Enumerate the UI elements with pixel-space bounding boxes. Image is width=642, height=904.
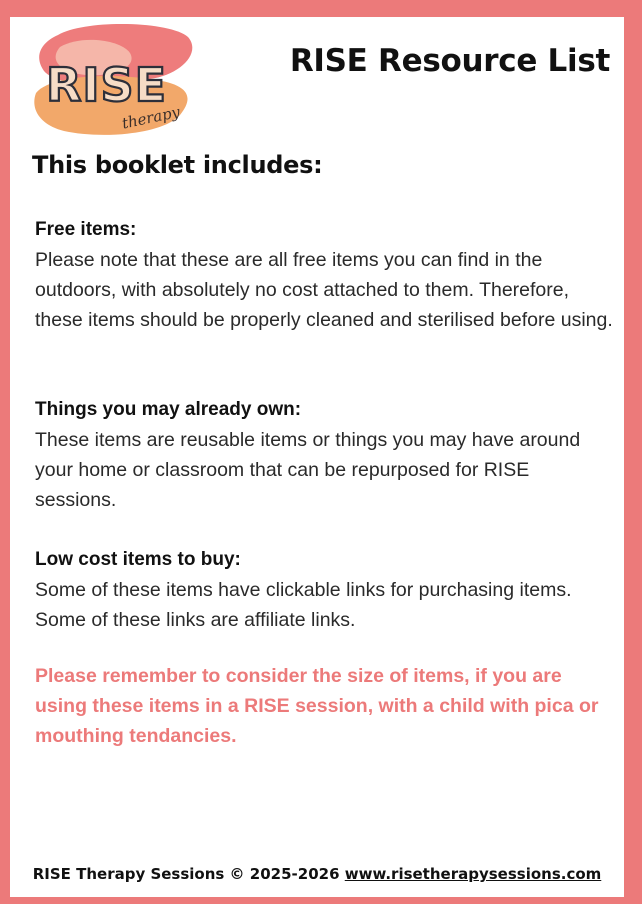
- footer-website-link[interactable]: www.risetherapysessions.com: [344, 865, 602, 883]
- section-low-cost-items: [35, 545, 615, 635]
- logo-wordmark: RISE: [46, 58, 168, 112]
- document-sheet: [10, 17, 624, 897]
- logo-script-text: therapy: [120, 102, 182, 133]
- intro-heading: This booklet includes:: [32, 151, 323, 179]
- section-heading: Low cost items to buy:: [35, 549, 241, 570]
- footer-copyright: RISE Therapy Sessions © 2025-2026: [32, 865, 340, 883]
- section-body: These items are reusable items or things you may have around your home or classroom that can be repurposed for RISE sessions.: [35, 429, 581, 511]
- section-body: Some of these items have clickable links for purchasing items. Some of these links are affiliate links.: [35, 579, 572, 631]
- section-things-you-own: [35, 395, 615, 515]
- rise-therapy-logo: [30, 23, 200, 139]
- page-title: RISE Resource List: [289, 43, 610, 79]
- section-free-items: [35, 215, 615, 335]
- safety-notice: Please remember to consider the size of items, if you are using these items in a RISE session, with a child with pica or mouthing tendancies.: [35, 665, 599, 747]
- footer: [10, 865, 624, 883]
- section-body: Please note that these are all free items you can find in the outdoors, with absolutely no cost attached to them. Therefore, these items should be properly cleaned and sterilised before using.: [35, 249, 613, 331]
- rise-therapy-logo-graphic: [30, 23, 200, 139]
- section-heading: Things you may already own:: [35, 399, 302, 420]
- section-heading: Free items:: [35, 219, 137, 240]
